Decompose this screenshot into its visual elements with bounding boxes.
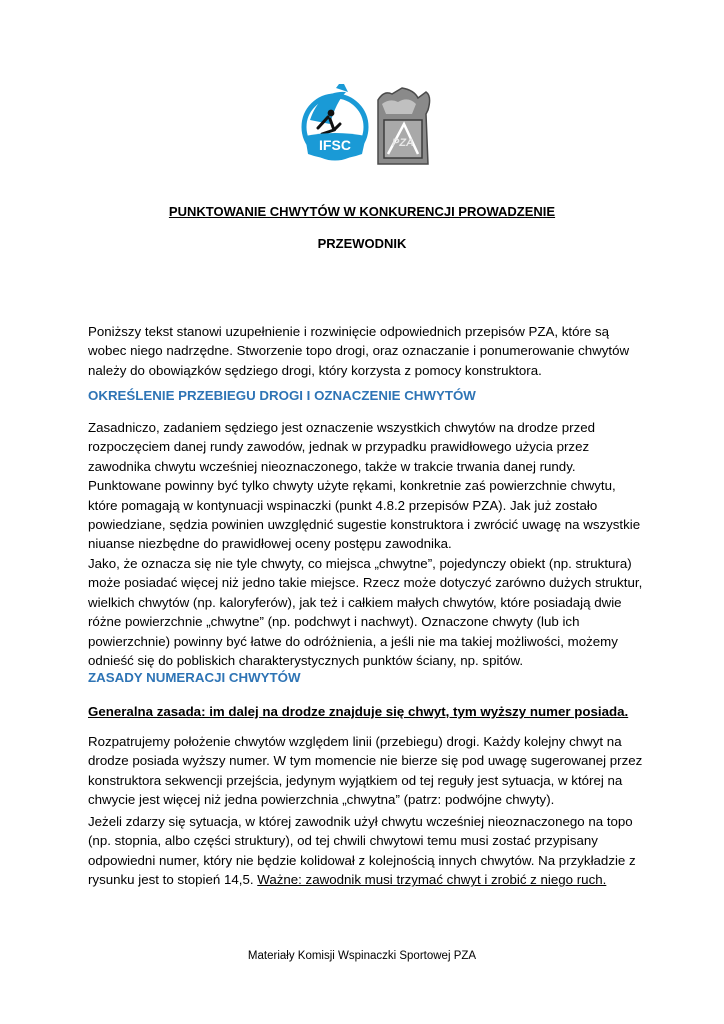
- intro-paragraph: Poniższy tekst stanowi uzupełnienie i rozwinięcie odpowiednich przepisów PZA, które są wobec niego nadrzędne. Stworzenie topo drogi, oraz oznaczanie i ponumerowanie chwytów należy do obowiązków sędziego drogi, który korzysta z pomocy konstruktora.: [88, 324, 630, 378]
- general-rule: Generalna zasada: im dalej na drodze znajduje się chwyt, tym wyższy numer posiada.: [88, 704, 629, 719]
- section2-paragraph-2-text: Jeżeli zdarzy się sytuacja, w której zawodnik użył chwytu wcześniej nieoznaczonego na topo (np. stopnia, albo części struktury), od tej chwili chwytowi temu musi zostać przypisany odpowiedni numer, który nie będzie kolidował z kolejnością innych chwytów. Na przykładzie z rysunku jest to stopień 14,5.: [88, 814, 636, 888]
- svg-text:IFSC: IFSC: [319, 137, 351, 153]
- document-subtitle: PRZEWODNIK: [317, 236, 407, 251]
- section-heading-route: OKREŚLENIE PRZEBIEGU DROGI I OZNACZENIE CHWYTÓW: [88, 388, 476, 403]
- pza-logo-icon: [378, 88, 430, 164]
- document-title: PUNKTOWANIE CHWYTÓW W KONKURENCJI PROWADZENIE: [168, 204, 556, 219]
- ifsc-logo-icon: [304, 84, 366, 159]
- important-note: Ważne: zawodnik musi trzymać chwyt i zrobić z niego ruch.: [257, 872, 607, 888]
- svg-text:PZA: PZA: [392, 137, 414, 149]
- section1-paragraph-2: Jako, że oznacza się nie tyle chwyty, co miejsca „chwytne”, pojedynczy obiekt (np. struktura) może posiadać więcej niż jedno takie miejsce. Rzecz może dotyczyć zarówno dużych struktur, wielkich chwytów (np. kaloryferów), jak też i całkiem małych chwytów, które posiadają dwie różne powierzchnie „chwytne” (np. podchwyt i nachwyt). Oznaczone chwyty (lub ich powierzchnie) powinny być łatwe do odróżnienia, a jeśli nie ma takiej możliwości, możemy odnieść się do pobliskich charakterystycznych punktów ściany, np. spitów.: [88, 556, 643, 669]
- ifsc-pza-logos-icon: [300, 84, 445, 174]
- section2-paragraph-2: [88, 812, 648, 890]
- logo-area: [300, 84, 445, 174]
- section2-paragraph-1: Rozpatrujemy położenie chwytów względem linii (przebiegu) drogi. Każdy kolejny chwyt na drodze posiada wyższy numer. W tym momencie nie bierze się pod uwagę sugerowanej przez konstruktora sekwencji przejścia, jedynym wyjątkiem od tej reguły jest sytuacja, w której na chwycie jest więcej niż jedna powierzchnia „chwytna” (patrz: podwójne chwyty).: [88, 734, 643, 808]
- page-footer: Materiały Komisji Wspinaczki Sportowej PZA: [247, 950, 477, 962]
- section-heading-numbering: ZASADY NUMERACJI CHWYTÓW: [88, 670, 301, 685]
- section1-paragraph-1: Zasadniczo, zadaniem sędziego jest oznaczenie wszystkich chwytów na drodze przed rozpoczęciem danej rundy zawodów, jednak w przypadku prawidłowego użycia przez zawodnika chwytu wcześniej nieoznaczonego, także w trakcie trwania danej rundy. Punktowane powinny być tylko chwyty użyte rękami, konkretnie zaś powierzchnie chwytu, które pomagają w kontynuacji wspinaczki (punkt 4.8.2 przepisów PZA). Jak już zostało powiedziane, sędzia powinien uwzględnić sugestie konstruktora i zwrócić uwagę na wszystkie niuanse niezbędne do prawidłowej oceny postępu zawodnika.: [88, 420, 641, 552]
